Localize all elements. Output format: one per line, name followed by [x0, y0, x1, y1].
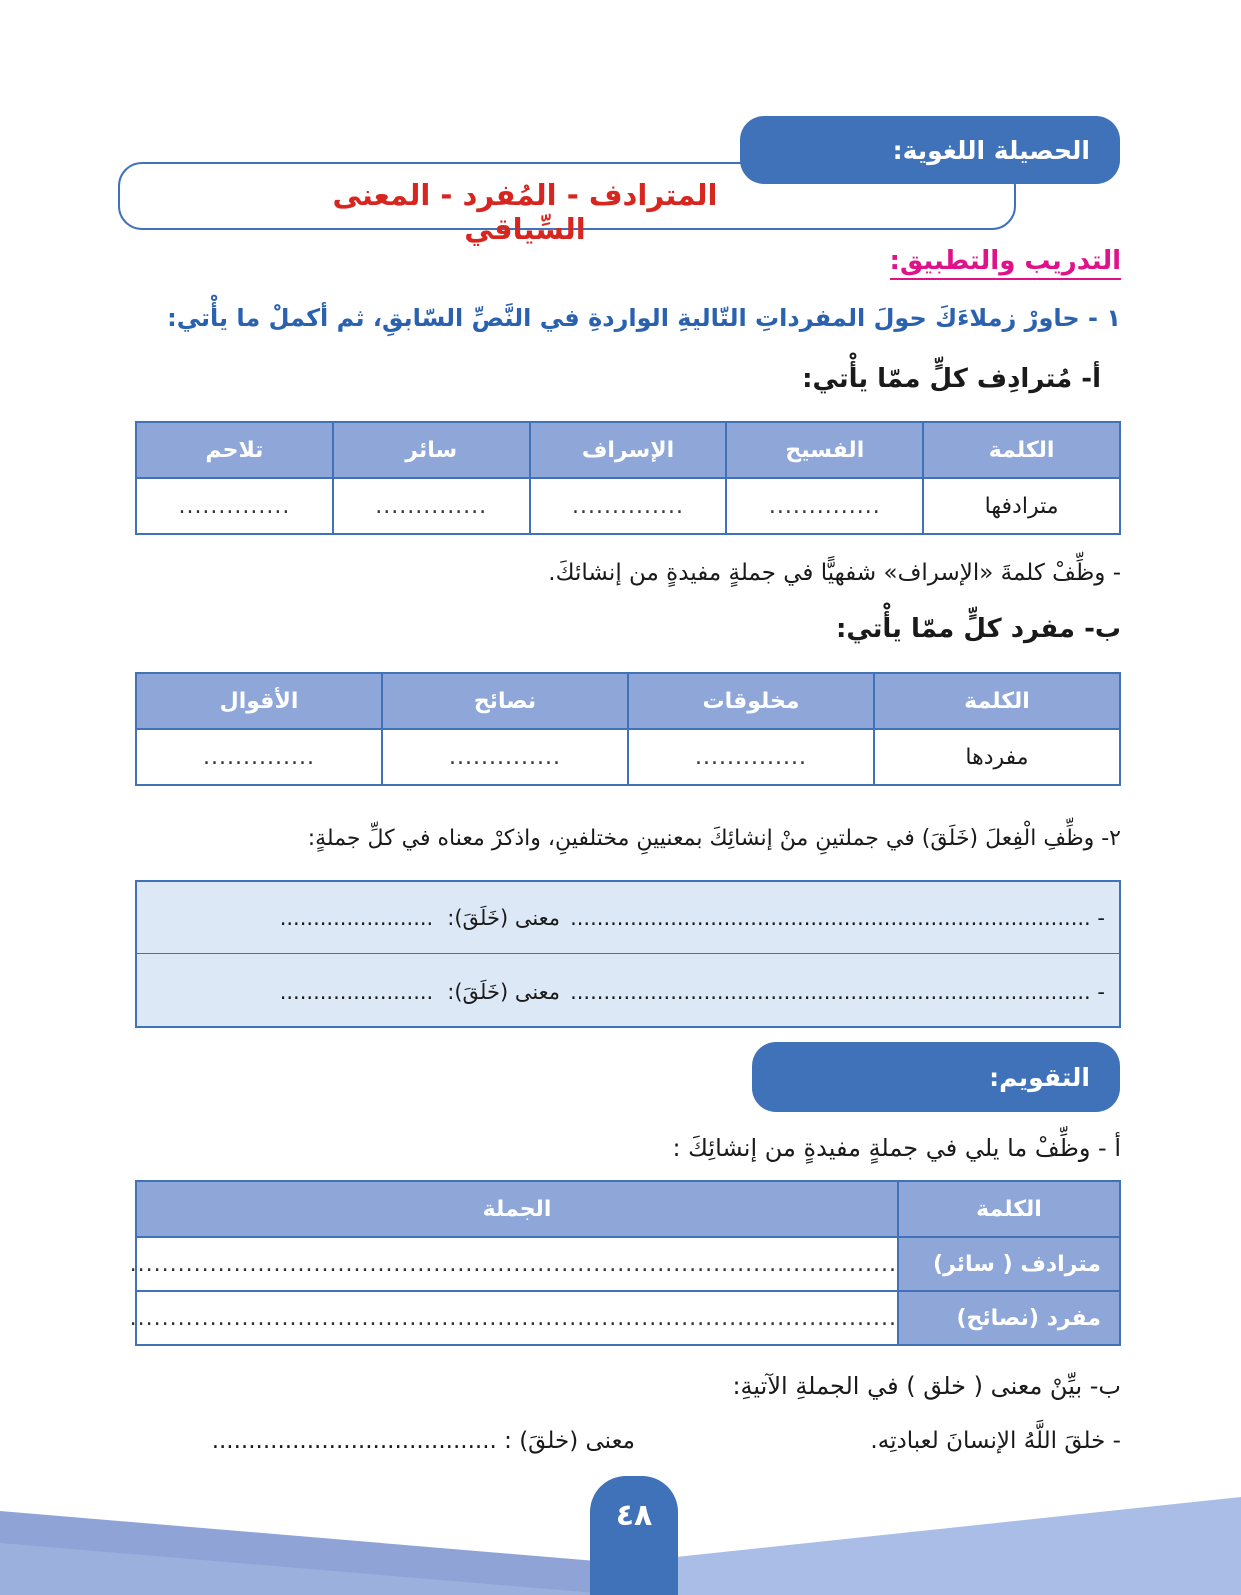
- meaning-blank[interactable]: .......................................: [211, 1428, 497, 1454]
- evaluation-question-b: ب- بيِّنْ معنى ( خلق ) في الجملةِ الآتيةِ:: [732, 1372, 1121, 1400]
- table-b-row-label: مفردها: [874, 729, 1120, 785]
- table-b-header-cell: نصائح: [382, 673, 628, 729]
- evaluation-meaning: [135, 1428, 635, 1454]
- answer-line[interactable]: [137, 882, 1119, 954]
- table-a-header-cell: الكلمة: [923, 422, 1120, 478]
- topic-title: المترادف - المُفرد - المعنى السِّياقي: [332, 178, 718, 246]
- section-title-text: التقويم:: [989, 1062, 1090, 1092]
- page-number: ٤٨: [590, 1476, 678, 1595]
- answer-blank[interactable]: ..............: [726, 478, 923, 534]
- table-a-row-label: مترادفها: [923, 478, 1120, 534]
- singular-table: [135, 672, 1121, 786]
- evaluation-table: [129, 1180, 1121, 1346]
- footer-right-band: [620, 1497, 1241, 1595]
- evaluation-row-label: مترادف ( سائر): [898, 1237, 1120, 1291]
- question-1: ١ - حاورْ زملاءَكَ حولَ المفرداتِ التّاليةِ الواردةِ في النَّصِّ السّابقِ، ثم أكملْ ما يأْتي:: [167, 304, 1121, 332]
- evaluation-row-label: مفرد (نصائح): [898, 1291, 1120, 1345]
- sentence-blank[interactable]: - ..............................................................................: [570, 980, 1105, 1004]
- question-2-answer-box: [135, 880, 1121, 1028]
- table-b-header-cell: الكلمة: [874, 673, 1120, 729]
- synonyms-table: [135, 421, 1121, 535]
- answer-blank[interactable]: ..............: [136, 729, 382, 785]
- question-2: ٢- وظِّفِ الْفِعلَ (خَلَقَ) في جملتينِ منْ إنشائِكَ بمعنيينِ مختلفينِ، واذكرْ معناه في كلِّ جملةٍ:: [307, 826, 1121, 851]
- answer-blank[interactable]: ..............: [530, 478, 727, 534]
- section-title-vocabulary: [740, 116, 1120, 184]
- sentence-blank[interactable]: - ..............................................................................: [570, 906, 1105, 930]
- table-a-header-cell: تلاحم: [136, 422, 333, 478]
- evaluation-header-cell: الكلمة: [898, 1181, 1120, 1237]
- answer-blank[interactable]: ..............: [333, 478, 530, 534]
- evaluation-sentence: - خلقَ اللَّهُ الإنسانَ لعبادتِه.: [870, 1428, 1121, 1454]
- answer-blank[interactable]: ..............: [382, 729, 628, 785]
- answer-blank[interactable]: ..............: [628, 729, 874, 785]
- answer-blank[interactable]: ..............: [136, 478, 333, 534]
- table-b-header-cell: مخلوقات: [628, 673, 874, 729]
- meaning-label: معنى (خَلَقَ):: [447, 980, 561, 1004]
- evaluation-question-a: أ - وظِّفْ ما يلي في جملةٍ مفيدةٍ من إنشائِكَ :: [672, 1134, 1121, 1162]
- table-a-header-cell: سائر: [333, 422, 530, 478]
- table-b-header-cell: الأقوال: [136, 673, 382, 729]
- use-word-instruction: - وظِّفْ كلمةَ «الإسراف» شفهيًّا في جملةٍ مفيدةٍ من إنشائكَ.: [548, 560, 1121, 586]
- answer-blank[interactable]: ................................................................................................: [136, 1237, 898, 1291]
- section-title-text: الحصيلة اللغوية:: [892, 135, 1090, 165]
- table-a-header-cell: الفسيح: [726, 422, 923, 478]
- section-title-evaluation: [752, 1042, 1120, 1112]
- answer-blank[interactable]: ................................................................................................: [136, 1291, 898, 1345]
- meaning-blank[interactable]: .......................: [279, 980, 434, 1004]
- answer-line[interactable]: [137, 956, 1119, 1028]
- meaning-label: معنى (خَلَقَ):: [447, 906, 561, 930]
- meaning-blank[interactable]: .......................: [279, 906, 434, 930]
- table-a-header-cell: الإسراف: [530, 422, 727, 478]
- evaluation-header-cell: الجملة: [136, 1181, 898, 1237]
- training-heading: التدريب والتطبيق:: [890, 246, 1121, 280]
- question-1b: ب- مفرد كلٍّ ممّا يأْتي:: [835, 614, 1121, 644]
- meaning-label: معنى (خلقَ) :: [504, 1428, 635, 1454]
- question-1a: أ- مُترادِف كلٍّ ممّا يأْتي:: [802, 364, 1101, 394]
- divider: [137, 953, 1119, 954]
